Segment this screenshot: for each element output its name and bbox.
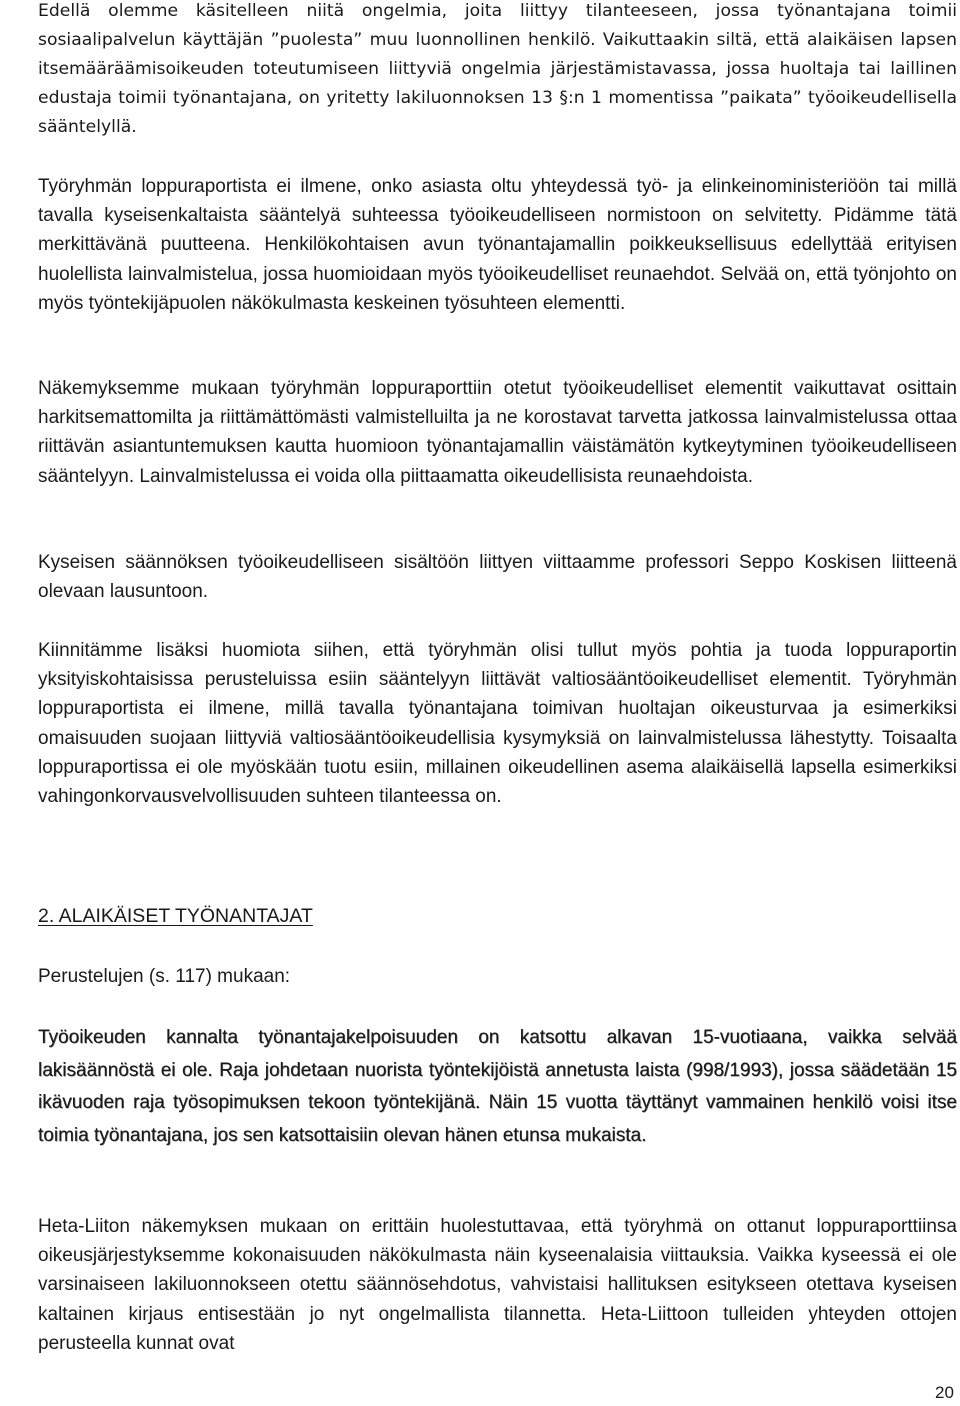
paragraph-reference: Kyseisen säännöksen työoikeudelliseen sisältöön liittyen viittaamme professori Seppo Koskisen liitteenä olevaan lausuntoon. [38, 552, 957, 603]
paragraph-constitutional: Kiinnitämme lisäksi huomiota siihen, että työryhmän olisi tullut myös pohtia ja tuoda loppuraportin yksityiskohtaisissa perusteluissa esiin sääntelyyn liittävät valtiosääntöoikeudelliset elementit. Työryhmän loppuraportista ei ilmene, millä tavalla työnantajana toimivan huoltajan oikeusturvaa ja esimerkiksi omaisuuden suojaan liittyviä valtiosääntöoikeudellisia kysymyksiä on lainvalmistelussa lähestytty. Toisaalta loppuraportissa ei ole myöskään tuotu esiin, millainen oikeudellinen asema alaikäisellä lapsella esimerkiksi vahingonkorvausvelvollisuuden suhteen tilanteessa on. [38, 640, 957, 808]
paragraph-heta-liitto-view: Heta-Liiton näkemyksen mukaan on erittäin huolestuttavaa, että työryhmä on ottanut loppuraporttiinsa oikeusjärjestyksemme kokonaisuuden näkökulmasta näin kyseenalaisia viittauksia. Vaikka kyseessä ei ole varsinaiseen lakiluonnokseen otettu säännösehdotus, vahvistaisi hallituksen esitykseen otettava kyseisen kaltainen kirjaus entisestään jo nyt ongelmallista tilannetta. Heta-Liittoon tulleiden yhteyden ottojen perusteella kunnat ovat [38, 1216, 957, 1354]
section-heading: 2. ALAIKÄISET TYÖNANTAJAT [38, 905, 313, 927]
paragraph-assessment: Näkemyksemme mukaan työryhmän loppuraporttiin otetut työoikeudelliset elementit vaikuttavat osittain harkitsemattomilta ja riittämättömästi valmistelluilta ja ne korostavat tarvetta jatkossa lainvalmistelussa ottaa riittävän asiantuntemuksen kautta huomioon työnantajamallin väistämätön kytkeytyminen työoikeudelliseen sääntelyyn. Lainvalmistelussa ei voida olla piittaamatta oikeudellisista reunaehdoista. [38, 378, 957, 487]
page-number: 20 [935, 1383, 954, 1402]
section-intro: Perustelujen (s. 117) mukaan: [38, 966, 291, 987]
quoted-passage: Työoikeuden kannalta työnantajakelpoisuuden on katsottu alkavan 15-vuotiaana, vaikka selvää lakisäännöstä ei ole. Raja johdetaan nuorista työntekijöistä annetusta laista (998/1993), jossa säädetään 15 ikävuoden raja työsopimuksen tekoon työntekijänä. Näin 15 vuotta täyttänyt vammainen henkilö voisi itse toimia työnantajana, jos sen katsottaisiin olevan hänen etunsa mukaista. [38, 1027, 957, 1146]
paragraph-report-findings: Työryhmän loppuraportista ei ilmene, onko asiasta oltu yhteydessä työ- ja elinkeinoministeriöön tai millä tavalla kyseisenkaltaista sääntelyä suhteessa työoikeudelliseen normistoon on selvitetty. Pidämme tätä merkittävänä puutteena. Henkilökohtaisen avun työnantajamallin poikkeuksellisuus edellyttää erityisen huolellista lainvalmistelua, jossa huomioidaan myös työoikeudelliset reunaehdot. Selvää on, että työnjohto on myös työntekijäpuolen näkökulmasta keskeinen työsuhteen elementti. [38, 176, 957, 314]
paragraph-intro: Edellä olemme käsitelleen niitä ongelmia, joita liittyy tilanteeseen, jossa työnantajana toimii sosiaalipalvelun käyttäjän ”puolesta” muu luonnollinen henkilö. Vaikuttaakin siltä, että alaikäisen lapsen itsemääräämisoikeuden toteutumiseen liittyviä ongelmia järjestämistavassa, jossa huoltaja tai laillinen edustaja toimii työnantajana, on yritetty lakiluonnoksen 13 §:n 1 momentissa ”paikata” työoikeudellisella sääntelyllä. [38, 1, 957, 137]
